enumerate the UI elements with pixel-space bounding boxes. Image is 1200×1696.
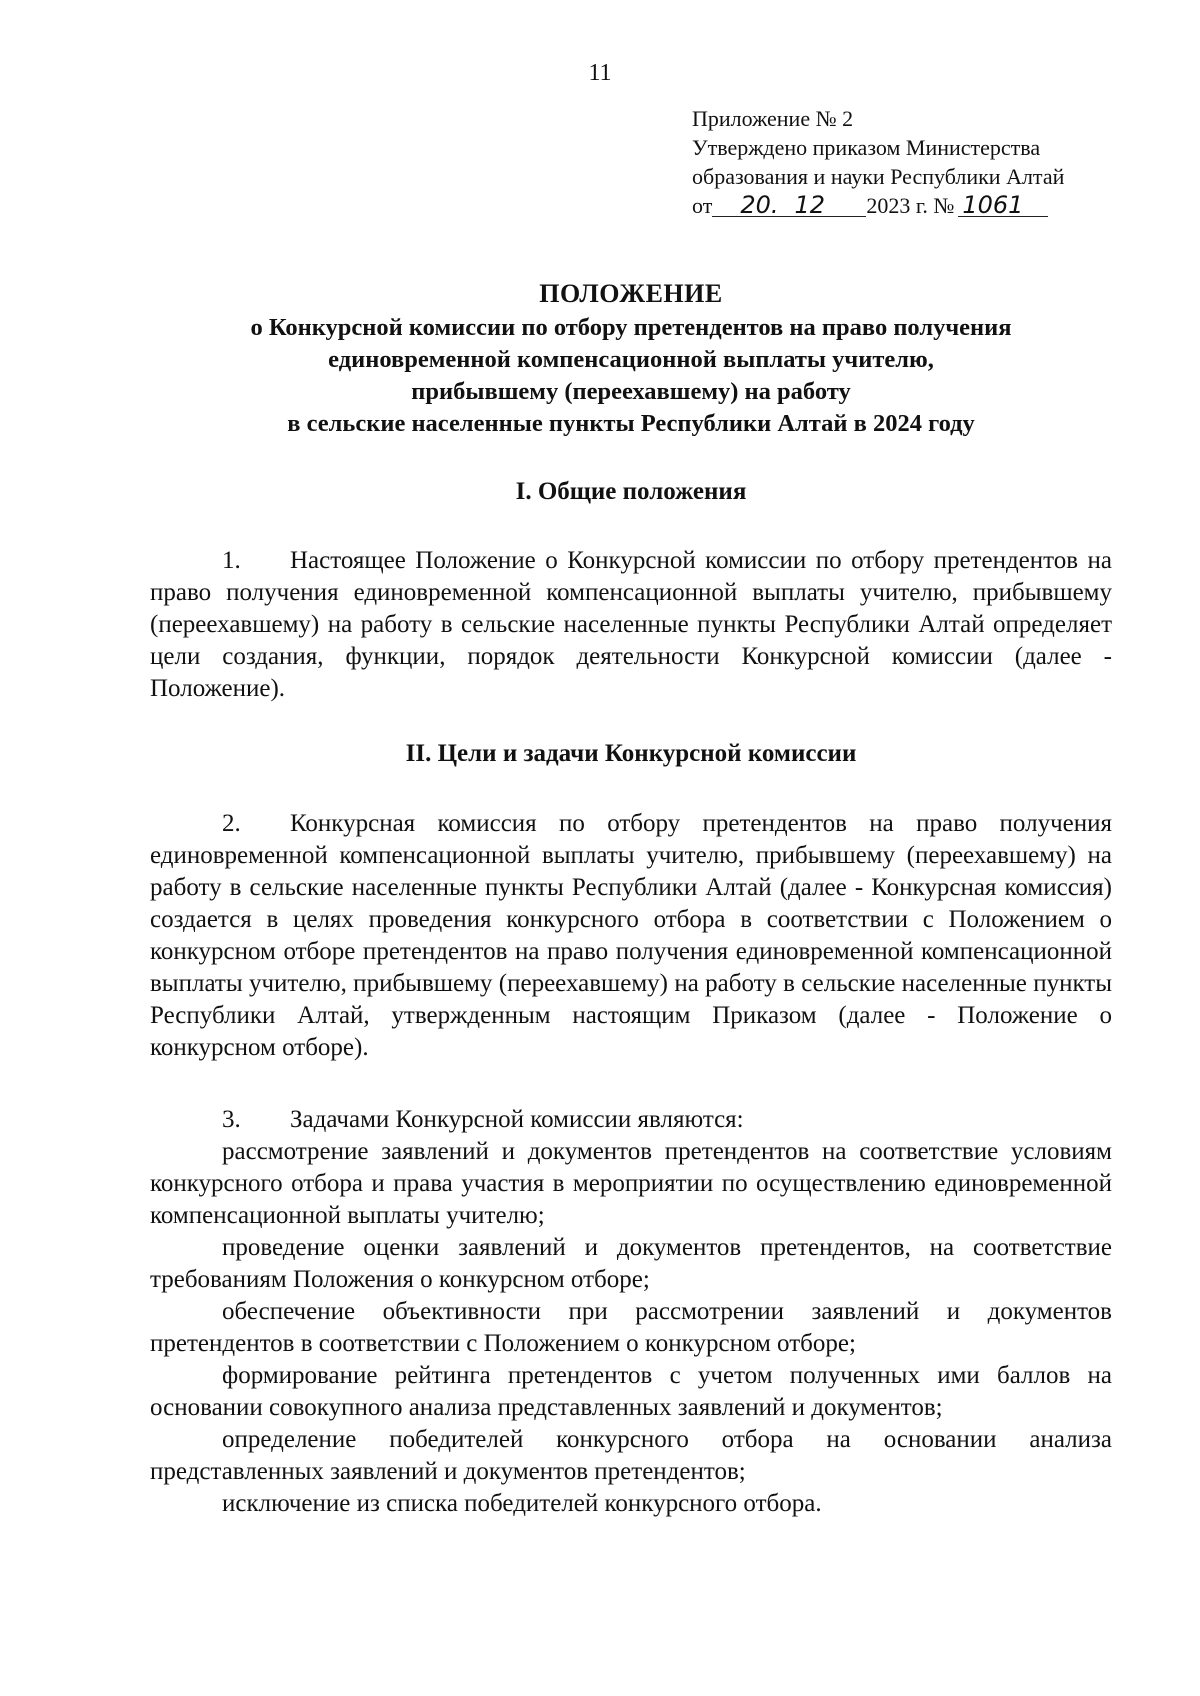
handwritten-date [712, 193, 866, 217]
title-line-4: в сельские населенные пункты Республики Алтай в 2024 году [287, 410, 975, 437]
paragraph-1-number: 1. [222, 547, 241, 574]
paragraph-1 [150, 545, 1112, 705]
paragraph-2-text: Конкурсная комиссия по отбору претендентов на право получения единовременной компенсационной выплаты учителю, прибывшему (переехавшему) на работу в сельские населенные пункты Республики Алтай (далее - Конкурсная комиссия) создается в целях проведения конкурсного отбора в соответствии с Положением о конкурсном отборе претендентов на право получения единовременной компенсационной выплаты учителю, прибывшему (переехавшему) на работу в сельские населенные пункты Республики Алтай, утвержденным настоящим Приказом (далее - Положение о конкурсном отборе). [150, 810, 1112, 1061]
section-heading-general: I. Общие положения [515, 478, 747, 505]
paragraph-2 [150, 808, 1112, 1064]
task-item: рассмотрение заявлений и документов претендентов на соответствие условиям конкурсного отбора и права участия в мероприятии по осуществлению единовременной компенсационной выплаты учителю; [150, 1138, 1112, 1229]
title-main: ПОЛОЖЕНИЕ [539, 279, 723, 308]
paragraph-3-number: 3. [222, 1106, 241, 1133]
task-item: исключение из списка победителей конкурсного отбора. [222, 1490, 822, 1517]
title-line-1: о Конкурсной комиссии по отбору претендентов на право получения [250, 314, 1012, 341]
year-text: 2023 г. № [866, 193, 955, 218]
date-prefix: от [692, 193, 713, 218]
paragraph-3-text: Задачами Конкурсной комиссии являются: [290, 1106, 744, 1133]
date-day: 20. [740, 191, 779, 219]
paragraph-3 [150, 1104, 1112, 1136]
handwritten-order-number: 1061 [958, 193, 1048, 217]
task-item: проведение оценки заявлений и документов претендентов, на соответствие требованиям Положения о конкурсном отборе; [150, 1234, 1112, 1293]
appendix-ministry: образования и науки Республики Алтай [692, 164, 1065, 189]
document-title [150, 278, 1112, 440]
paragraph-1-text: Настоящее Положение о Конкурсной комиссии по отбору претендентов на право получения единовременной компенсационной выплаты учителю, прибывшему (переехавшему) на работу в сельские населенные пункты Республики Алтай определяет цели создания, функции, порядок деятельности Конкурсной комиссии (далее - Положение). [150, 547, 1112, 702]
appendix-title: Приложение № 2 [692, 106, 854, 131]
tasks-list [150, 1136, 1112, 1520]
section-heading-goals: II. Цели и задачи Конкурсной комиссии [405, 740, 857, 767]
paragraph-2-number: 2. [222, 810, 241, 837]
task-item: формирование рейтинга претендентов с учетом полученных ими баллов на основании совокупного анализа представленных заявлений и документов; [150, 1362, 1112, 1421]
task-item: обеспечение объективности при рассмотрении заявлений и документов претендентов в соответствии с Положением о конкурсном отборе; [150, 1298, 1112, 1357]
task-item: определение победителей конкурсного отбора на основании анализа представленных заявлений и документов претендентов; [150, 1426, 1112, 1485]
title-line-3: прибывшему (переехавшему) на работу [411, 378, 851, 405]
appendix-date-line [692, 191, 1112, 220]
appendix-block [692, 104, 1112, 220]
page-number: 11 [588, 60, 612, 86]
date-month: 12 [794, 191, 826, 219]
appendix-approved: Утверждено приказом Министерства [692, 135, 1041, 160]
title-line-2: единовременной компенсационной выплаты учителю, [328, 346, 934, 373]
